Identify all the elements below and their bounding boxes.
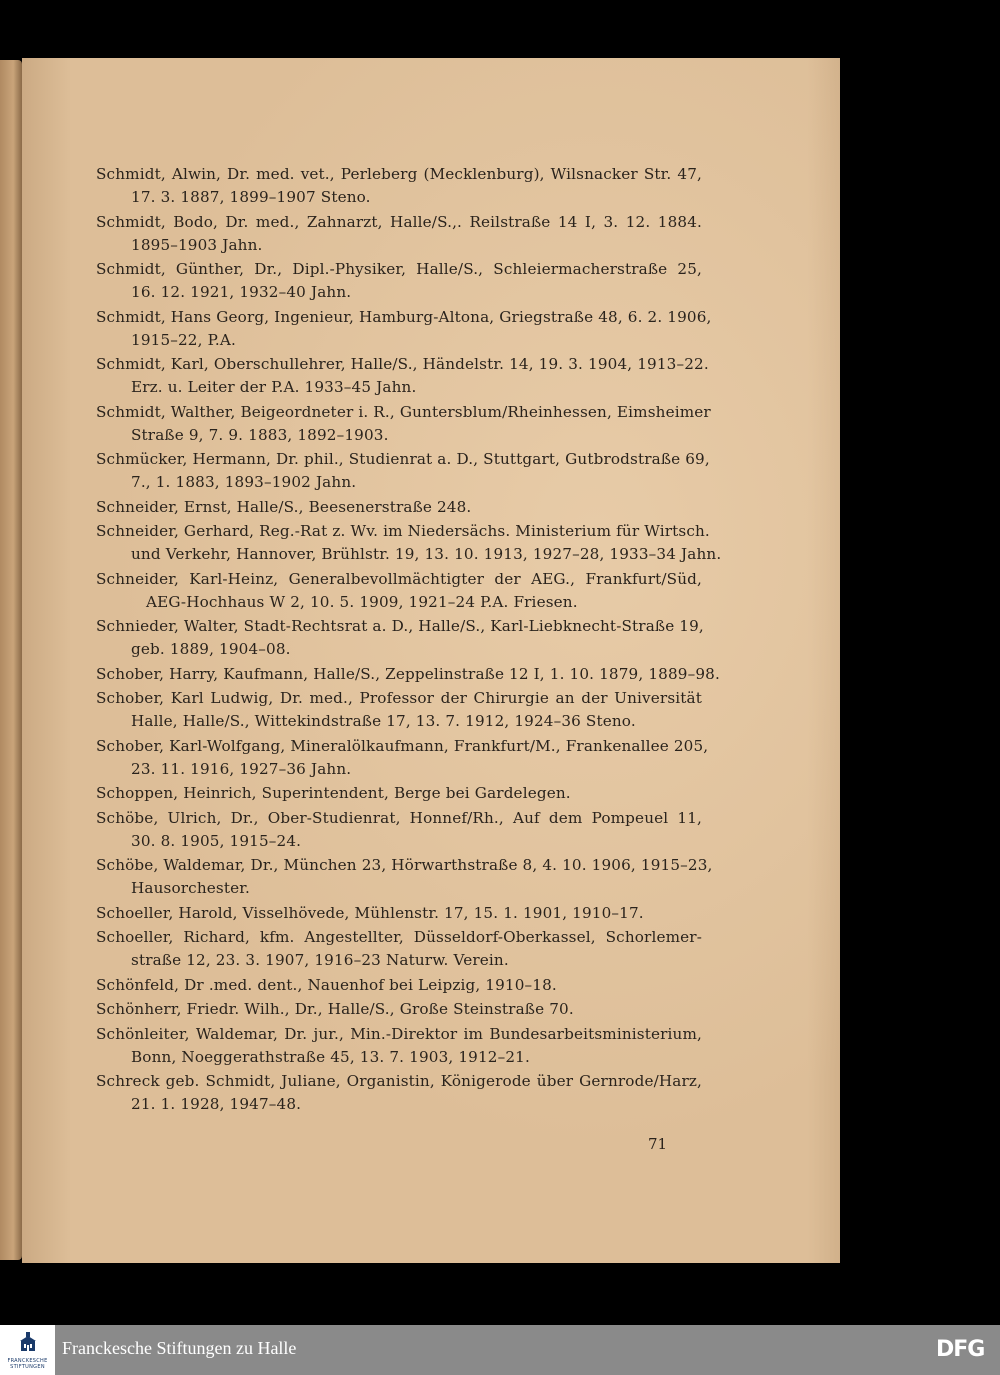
list-item (96, 687, 702, 733)
entry-line: Schöbe, Ulrich, Dr., Ober-Studienrat, Honnef/Rh., Auf dem Pompeuel 11, (96, 808, 702, 827)
entry-continuation-line: 17. 3. 1887, 1899–1907 Steno. (131, 188, 371, 206)
entry-line: Schmidt, Bodo, Dr. med., Zahnarzt, Halle/S.,. Reilstraße 14 I, 3. 12. 1884. (96, 212, 702, 231)
list-item (96, 353, 709, 399)
list-item (96, 807, 702, 853)
list-item (96, 735, 709, 781)
list-item (96, 163, 702, 209)
entry-line: Schoppen, Heinrich, Superintendent, Berge bei Gardelegen. (96, 784, 571, 802)
list-item (96, 568, 702, 614)
entry-continuation-line: geb. 1889, 1904–08. (131, 640, 291, 658)
logo-text: FRANCKESCHE STIFTUNGEN (7, 1358, 48, 1370)
list-item (96, 306, 712, 352)
list-item (96, 663, 720, 686)
entry-line: Schnieder, Walter, Stadt-Rechtsrat a. D., Halle/S., Karl-Liebknecht-Straße 19, (96, 617, 704, 635)
page-number: 71 (648, 1135, 668, 1153)
entry-continuation-line: und Verkehr, Hannover, Brühlstr. 19, 13. 10. 1913, 1927–28, 1933–34 Jahn. (131, 545, 722, 563)
entry-line: Schmidt, Günther, Dr., Dipl.-Physiker, Halle/S., Schleiermacherstraße 25, (96, 260, 702, 278)
entry-continuation-line: Erz. u. Leiter der P.A. 1933–45 Jahn. (131, 378, 417, 396)
left-page-edge (0, 60, 22, 1260)
entry-continuation-line: 30. 8. 1905, 1915–24. (131, 831, 302, 850)
list-item (96, 520, 722, 566)
dfg-logo[interactable]: DFG (936, 1337, 985, 1362)
entry-continuation-line: 1915–22, P.A. (131, 330, 236, 349)
franckesche-logo[interactable] (0, 1325, 55, 1375)
building-icon (18, 1331, 38, 1353)
entry-line: Schmücker, Hermann, Dr. phil., Studienrat a. D., Stuttgart, Gutbrodstraße 69, (96, 450, 710, 468)
entry-line: Schober, Harry, Kaufmann, Halle/S., Zeppelinstraße 12 I, 1. 10. 1879, 1889–98. (96, 664, 720, 683)
entry-line: Schober, Karl-Wolfgang, Mineralölkaufmann, Frankfurt/M., Frankenallee 205, (96, 736, 709, 755)
list-item (96, 974, 702, 997)
entry-line: Schneider, Ernst, Halle/S., Beesenerstraße 248. (96, 497, 472, 516)
list-item (96, 854, 713, 900)
list-item (96, 1023, 702, 1069)
list-item (96, 448, 710, 494)
list-item (96, 998, 702, 1021)
entry-continuation-line: 16. 12. 1921, 1932–40 Jahn. (131, 283, 352, 301)
entry-continuation-line: Hausorchester. (131, 879, 250, 897)
list-item (96, 496, 702, 519)
list-item (96, 902, 702, 925)
directory-entries (96, 163, 722, 1118)
entry-line: Schönleiter, Waldemar, Dr. jur., Min.-Direktor im Bundesarbeitsministerium, (96, 1024, 702, 1043)
entry-continuation-line: Halle, Halle/S., Wittekindstraße 17, 13. 7. 1912, 1924–36 Steno. (131, 712, 636, 730)
entry-continuation-line: Straße 9, 7. 9. 1883, 1892–1903. (131, 425, 389, 444)
entry-line: Schoeller, Richard, kfm. Angestellter, Düsseldorf-Oberkassel, Schorlemer- (96, 928, 702, 946)
entry-continuation-line: 21. 1. 1928, 1947–48. (131, 1095, 302, 1113)
entry-line: Schoeller, Harold, Visselhövede, Mühlenstr. 17, 15. 1. 1901, 1910–17. (96, 903, 644, 922)
entry-continuation-line: 23. 11. 1916, 1927–36 Jahn. (131, 759, 352, 778)
list-item (96, 782, 702, 805)
entry-line: Schmidt, Hans Georg, Ingenieur, Hamburg-Altona, Griegstraße 48, 6. 2. 1906, (96, 307, 712, 326)
entry-continuation-line: Bonn, Noeggerathstraße 45, 13. 7. 1903, 1912–21. (131, 1047, 530, 1066)
footer-title[interactable]: Franckesche Stiftungen zu Halle (62, 1338, 297, 1358)
footer-bar (0, 1325, 1000, 1375)
entry-line: Schöbe, Waldemar, Dr., München 23, Hörwarthstraße 8, 4. 10. 1906, 1915–23, (96, 856, 713, 874)
entry-line: Schmidt, Walther, Beigeordneter i. R., Guntersblum/Rheinhessen, Eimsheimer (96, 402, 711, 421)
entry-line: Schober, Karl Ludwig, Dr. med., Professor der Chirurgie an der Universität (96, 689, 702, 707)
entry-continuation-line: 1895–1903 Jahn. (131, 235, 263, 254)
entry-line: Schneider, Gerhard, Reg.-Rat z. Wv. im Niedersächs. Ministerium für Wirtsch. (96, 522, 710, 540)
entry-line: Schönfeld, Dr .med. dent., Nauenhof bei Leipzig, 1910–18. (96, 975, 557, 994)
list-item (96, 1070, 702, 1116)
entry-line: Schmidt, Karl, Oberschullehrer, Halle/S., Händelstr. 14, 19. 3. 1904, 1913–22. (96, 355, 709, 373)
entry-line: Schreck geb. Schmidt, Juliane, Organistin, Königerode über Gernrode/Harz, (96, 1072, 702, 1090)
list-item (96, 211, 702, 257)
list-item (96, 258, 702, 304)
list-item (96, 926, 702, 972)
entry-continuation-line: straße 12, 23. 3. 1907, 1916–23 Naturw. Verein. (131, 951, 509, 969)
entry-line: Schönherr, Friedr. Wilh., Dr., Halle/S., Große Steinstraße 70. (96, 1000, 574, 1018)
entry-line: Schmidt, Alwin, Dr. med. vet., Perleberg (Mecklenburg), Wilsnacker Str. 47, (96, 165, 702, 183)
list-item (96, 615, 702, 661)
entry-continuation-line: 7., 1. 1883, 1893–1902 Jahn. (131, 473, 357, 491)
entry-line: Schneider, Karl-Heinz, Generalbevollmächtigter der AEG., Frankfurt/Süd, (96, 569, 702, 588)
entry-continuation-line: AEG-Hochhaus W 2, 10. 5. 1909, 1921–24 P.A. Friesen. (146, 592, 578, 611)
list-item (96, 401, 711, 447)
